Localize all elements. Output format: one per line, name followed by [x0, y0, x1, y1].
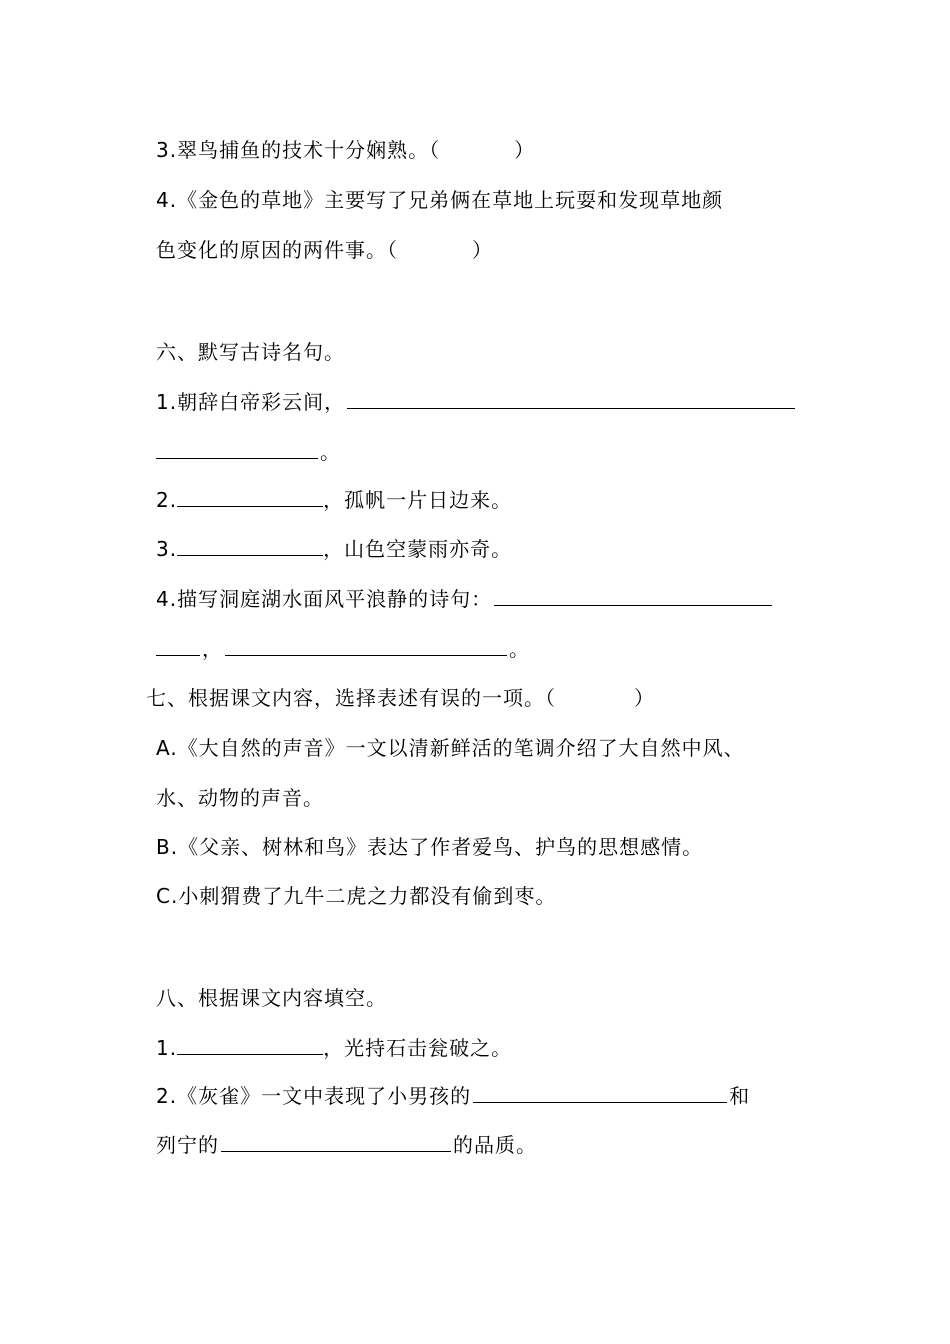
- answer-blank[interactable]: [225, 635, 507, 656]
- judge-question-3: [156, 136, 535, 164]
- answer-blank[interactable]: [156, 635, 200, 656]
- fill-question-2-line1: [156, 1082, 750, 1110]
- question-text: 色变化的原因的两件事。（: [156, 238, 398, 262]
- option-c: C.小刺猬费了九牛二虎之力都没有偷到枣。: [156, 884, 557, 908]
- question-text: 2.《灰雀》一文中表现了小男孩的: [156, 1084, 472, 1108]
- poem-question-4: [156, 585, 774, 613]
- option-a-line2: 水、动物的声音。: [156, 786, 324, 810]
- option-a-line1: A.《大自然的声音》一文以清新鲜活的笔调介绍了大自然中风、: [156, 736, 745, 760]
- question-text: ，山色空蒙雨亦奇。: [323, 537, 513, 561]
- section-heading-7: [146, 684, 655, 712]
- judge-question-4-line1: 4.《金色的草地》主要写了兄弟俩在草地上玩耍和发现草地颜: [156, 188, 724, 212]
- answer-blank[interactable]: [177, 486, 323, 507]
- question-text: 3.翠鸟捕鱼的技术十分娴熟。（: [156, 138, 441, 162]
- answer-blank[interactable]: [156, 438, 318, 459]
- question-text: ，孤帆一片日边来。: [323, 488, 513, 512]
- question-number: 1.: [156, 1036, 178, 1060]
- heading-text: 七、根据课文内容，选择表述有误的一项。（: [146, 686, 556, 710]
- answer-blank[interactable]: [347, 388, 795, 409]
- poem-question-1: [156, 388, 797, 416]
- question-number: 3.: [156, 537, 178, 561]
- poem-question-3: [156, 535, 512, 563]
- section-heading-8: 八、根据课文内容填空。: [156, 986, 387, 1010]
- answer-blank[interactable]: [221, 1131, 451, 1152]
- question-text: 和: [729, 1084, 751, 1108]
- question-text: 1.朝辞白帝彩云间，: [156, 390, 346, 414]
- answer-blank[interactable]: [177, 535, 323, 556]
- paren-close: ）: [472, 238, 493, 262]
- question-number: 2.: [156, 488, 178, 512]
- paren-close: ）: [514, 138, 536, 162]
- question-text: 4.描写洞庭湖水面风平浪静的诗句：: [156, 587, 493, 611]
- poem-question-1-cont: [156, 438, 341, 466]
- poem-question-4-cont: [156, 635, 530, 663]
- answer-blank[interactable]: [473, 1082, 727, 1103]
- comma: ，: [202, 637, 223, 661]
- poem-question-2: [156, 486, 512, 514]
- period: 。: [320, 440, 341, 464]
- question-text: ，光持石击瓮破之。: [323, 1036, 513, 1060]
- section-heading-6: 六、默写古诗名句。: [156, 340, 345, 364]
- option-b: B.《父亲、树林和鸟》表达了作者爱鸟、护鸟的思想感情。: [156, 835, 704, 859]
- question-text: 列宁的: [156, 1133, 219, 1157]
- answer-blank[interactable]: [177, 1034, 323, 1055]
- fill-question-1: [156, 1034, 512, 1062]
- question-text: 的品质。: [453, 1133, 537, 1157]
- period: 。: [509, 637, 530, 661]
- judge-question-4-line2: [156, 236, 493, 264]
- paren-close: ）: [634, 686, 655, 710]
- fill-question-2-line2: [156, 1131, 537, 1159]
- answer-blank[interactable]: [494, 585, 772, 606]
